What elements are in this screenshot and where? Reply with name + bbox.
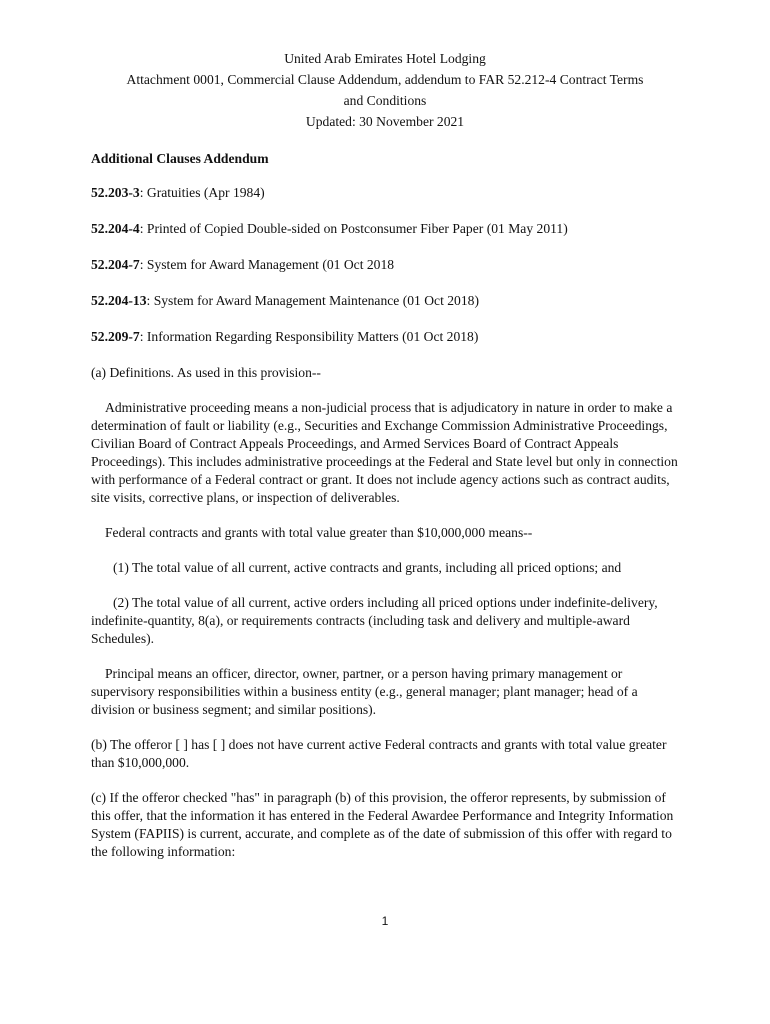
clause-title: : System for Award Management Maintenance (01 Oct 2018): [146, 293, 479, 308]
clause-number: 52.209-7: [91, 329, 140, 344]
clause-52-204-4: [91, 220, 681, 238]
clause-52-204-7: [91, 256, 681, 274]
clause-52-203-3: [91, 184, 681, 202]
clause-title: : System for Award Management (01 Oct 2018: [139, 257, 395, 272]
clause-52-204-13: [91, 292, 681, 310]
document-body: [91, 150, 681, 878]
header-attachment-cont: and Conditions: [343, 93, 427, 108]
page-number: 1: [381, 914, 389, 928]
paragraph-c-fapiis: (c) If the offeror checked "has" in paragraph (b) of this provision, the offeror represents, by submission of this offer, that the information it has entered in the Federal Awardee Performance and Integrity Information System (FAPIIS) is current, accurate, and complete as of the date of submission of this offer with regard to the following information:: [91, 790, 674, 859]
clause-52-209-7: [91, 328, 681, 346]
clause-number: 52.204-13: [91, 293, 147, 308]
document-header: [60, 48, 710, 132]
clause-title: : Information Regarding Responsibility Matters (01 Oct 2018): [139, 329, 479, 344]
paragraph-a-definitions: (a) Definitions. As used in this provision--: [91, 365, 321, 380]
header-attachment: Attachment 0001, Commercial Clause Addendum, addendum to FAR 52.212-4 Contract Terms: [126, 72, 644, 87]
paragraph-item-1: (1) The total value of all current, active contracts and grants, including all priced options; and: [113, 560, 622, 575]
paragraph-administrative-proceeding: Administrative proceeding means a non-judicial process that is adjudicatory in nature in order to make a determination of fault or liability (e.g., Securities and Exchange Commission Administrative Proceedings, Civilian Board of Contract Appeals Proceedings, and Armed Services Board of Contract Appeals Proceedings). This includes administrative proceedings at the Federal and State level but only in connection with performance of a Federal contract or grant. It does not include agency actions such as contract audits, site visits, corrective plans, or inspection of deliverables.: [91, 400, 678, 505]
paragraph-principal: Principal means an officer, director, owner, partner, or a person having primary management or supervisory responsibilities within a business entity (e.g., general manager; plant manager; head of a division or business segment; and similar positions).: [91, 666, 638, 717]
clause-number: 52.204-7: [91, 257, 140, 272]
paragraph-b-offeror: (b) The offeror [ ] has [ ] does not have current active Federal contracts and grants with total value greater than $10,000,000.: [91, 737, 667, 770]
header-title: United Arab Emirates Hotel Lodging: [284, 51, 486, 66]
paragraph-item-2: (2) The total value of all current, active orders including all priced options under indefinite-delivery, indefinite-quantity, 8(a), or requirements contracts (including task and delivery and multiple-award Schedules).: [91, 595, 658, 646]
paragraph-federal-contracts: Federal contracts and grants with total value greater than $10,000,000 means--: [105, 525, 533, 540]
clause-number: 52.204-4: [91, 221, 140, 236]
clause-title: : Gratuities (Apr 1984): [139, 185, 265, 200]
section-heading: Additional Clauses Addendum: [91, 151, 269, 166]
header-updated-date: Updated: 30 November 2021: [305, 114, 465, 129]
clause-number: 52.203-3: [91, 185, 140, 200]
clause-title: : Printed of Copied Double-sided on Postconsumer Fiber Paper (01 May 2011): [139, 221, 568, 236]
